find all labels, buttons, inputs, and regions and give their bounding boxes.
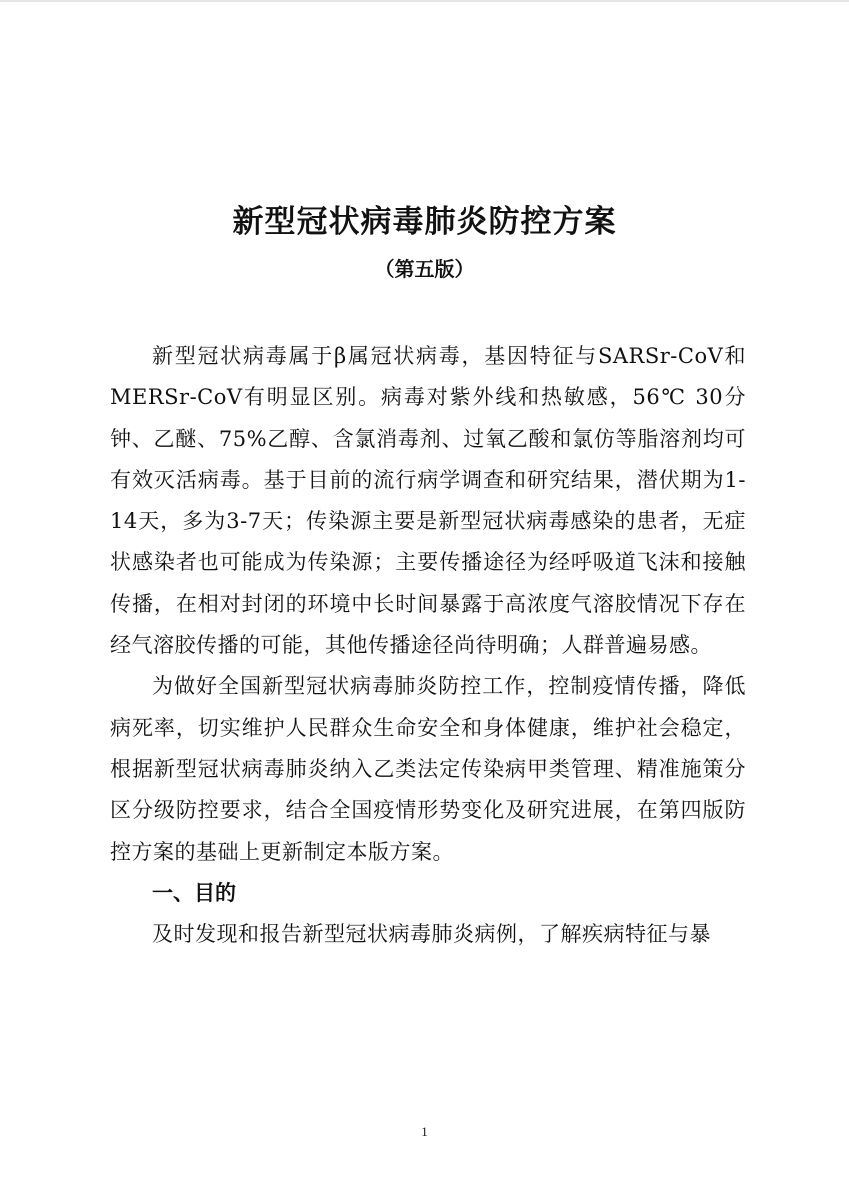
document-title: 新型冠状病毒肺炎防控方案 bbox=[232, 204, 617, 240]
purpose-paragraph: 为做好全国新型冠状病毒肺炎防控工作，控制疫情传播，降低病死率，切实维护人民群众生命安全和身体健康，维护社会稳定，根据新型冠状病毒肺炎纳入乙类法定传染病甲类管理、精准施策分区分级防控要求，结合全国疫情形势变化及研究进展，在第四版防控方案的基础上更新制定本版方案。 bbox=[110, 674, 746, 864]
intro-paragraph: 新型冠状病毒属于β属冠状病毒，基因特征与SARSr-CoV和MERSr-CoV有明显区别。病毒对紫外线和热敏感，56℃ 30分钟、乙醚、75%乙醇、含氯消毒剂、过氧乙酸和氯仿等脂溶剂均可有效灭活病毒。基于目前的流行病学调查和研究结果，潜伏期为1-14天，多为3-7天；传染源主要是新型冠状病毒感染的患者，无症状感染者也可能成为传染源；主要传播途径为经呼吸道飞沫和接触传播，在相对封闭的环境中长时间暴露于高浓度气溶胶情况下存在经气溶胶传播的可能，其他传播途径尚待明确；人群普遍易感。 bbox=[110, 344, 746, 658]
document-body bbox=[110, 336, 746, 955]
page-top-edge bbox=[0, 0, 849, 2]
document-subtitle: （第五版） bbox=[374, 257, 475, 281]
page-number: 1 bbox=[421, 1124, 428, 1139]
section-paragraph: 及时发现和报告新型冠状病毒肺炎病例，了解疾病特征与暴 bbox=[152, 922, 711, 947]
section-heading: 一、目的 bbox=[152, 880, 236, 905]
